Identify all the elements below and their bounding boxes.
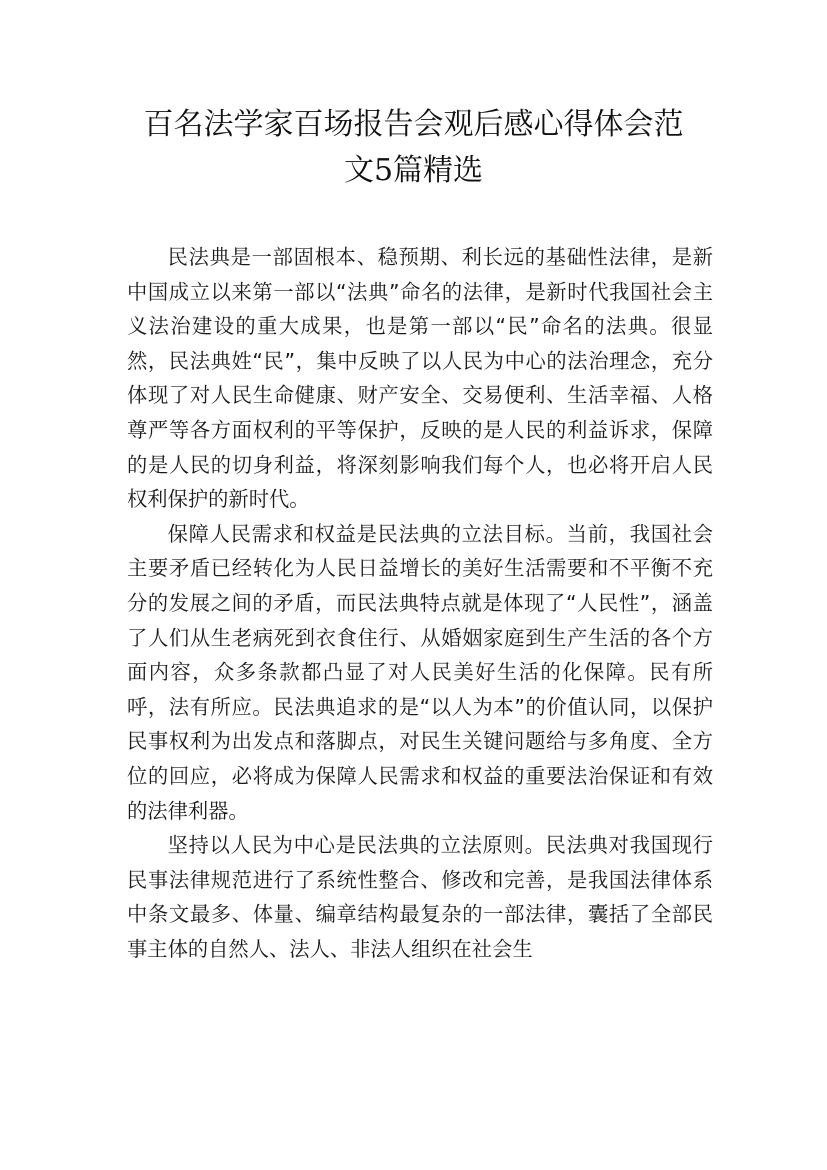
- paragraph-1: 民法典是一部固根本、稳预期、利长远的基础性法律，是新中国成立以来第一部以“法典”命名的法律，是新时代我国社会主义法治建设的重大成果，也是第一部以“民”命名的法典。很显然，民法典姓“民”，集中反映了以人民为中心的法治理念，充分体现了对人民生命健康、财产安全、交易便利、生活幸福、人格尊严等各方面权利的平等保护，反映的是人民的利益诉求，保障的是人民的切身利益，将深刻影响我们每个人，也必将开启人民权利保护的新时代。: [127, 245, 714, 512]
- paragraph-2: 保障人民需求和权益是民法典的立法目标。当前，我国社会主要矛盾已经转化为人民日益增长的美好生活需要和不平衡不充分的发展之间的矛盾，而民法典特点就是体现了“人民性”，涵盖了人们从生老病死到衣食住行、从婚姻家庭到生产生活的各个方面内容，众多条款都凸显了对人民美好生活的化保障。民有所呼，法有所应。民法典追求的是“以人为本”的价值认同，以保护民事权利为出发点和落脚点，对民生关键问题给与多角度、全方位的回应，必将成为保障人民需求和权益的重要法治保证和有效的法律利器。: [127, 521, 713, 823]
- title-line-2: 文5篇精选: [343, 153, 484, 188]
- paragraph-3: 坚持以人民为中心是民法典的立法原则。民法典对我国现行民事法律规范进行了系统性整合、修改和完善，是我国法律体系中条文最多、体量、编章结构最复杂的一部法律，囊括了全部民事主体的自然人、法人、非法人组织在社会生: [127, 833, 713, 961]
- title-line-1: 百名法学家百场报告会观后感心得体会范: [143, 107, 684, 142]
- document-title: [110, 102, 717, 194]
- document-body: [127, 240, 713, 966]
